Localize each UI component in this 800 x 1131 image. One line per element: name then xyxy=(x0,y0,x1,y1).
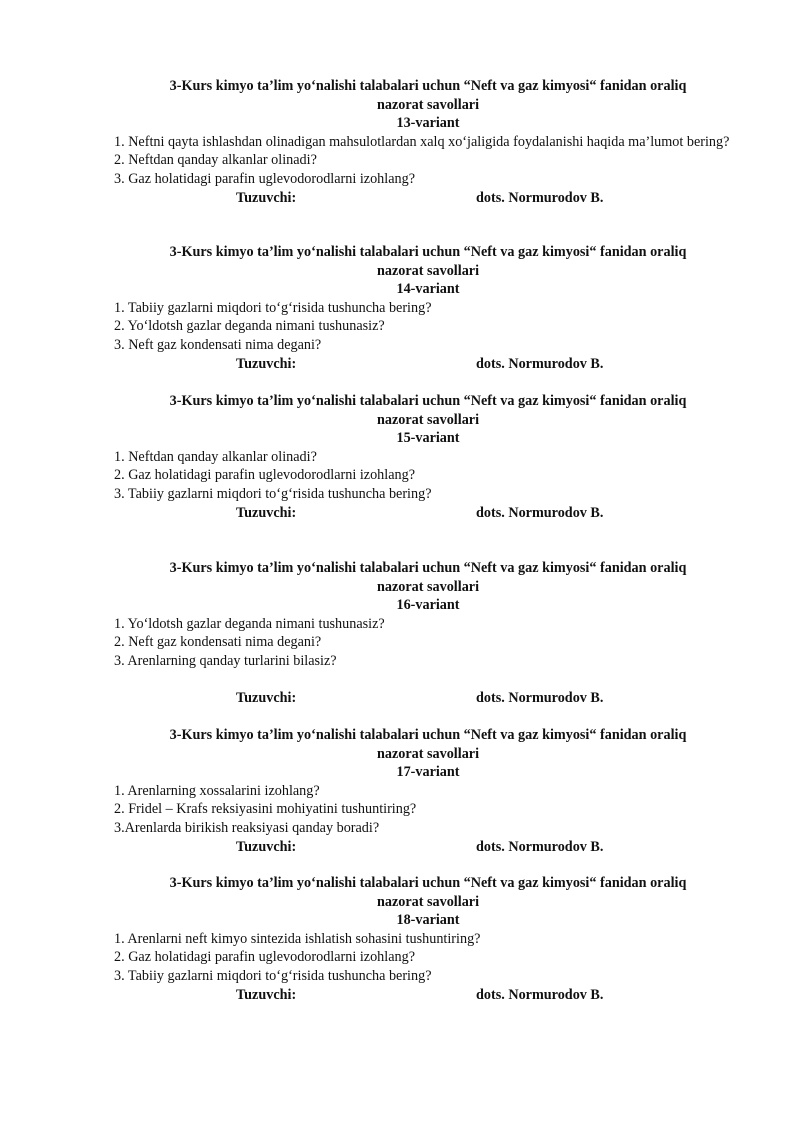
block-heading xyxy=(114,392,742,448)
heading-line-2: nazorat savollari xyxy=(376,893,480,910)
question-1: 1. Arenlarning xossalarini izohlang? xyxy=(114,782,320,799)
heading-line-2: nazorat savollari xyxy=(376,745,480,762)
question-2: 2. Gaz holatidagi parafin uglevodorodlarni izohlang? xyxy=(114,467,415,484)
heading-line-2: nazorat savollari xyxy=(376,411,480,428)
block-heading xyxy=(114,243,742,299)
question-1: 1. Tabiiy gazlarni miqdori to‘g‘risida tushuncha bering? xyxy=(114,299,432,316)
block-heading xyxy=(114,874,742,930)
variant-block-17 xyxy=(114,726,742,856)
author-name: dots. Normurodov B. xyxy=(476,838,604,855)
author-line xyxy=(114,355,742,374)
variant-label: 15-variant xyxy=(396,430,460,447)
variant-label: 18-variant xyxy=(396,912,460,929)
heading-line-1: 3-Kurs kimyo ta’lim yo‘nalishi talabalari uchun “Neft va gaz kimyosi“ fanidan oraliq xyxy=(169,560,687,576)
question-2: 2. Fridel – Krafs reksiyasini mohiyatini tushuntiring? xyxy=(114,801,417,818)
variant-label: 17-variant xyxy=(396,764,460,781)
question-3: 3. Arenlarning qanday turlarini bilasiz? xyxy=(114,652,337,669)
variant-label: 16-variant xyxy=(396,597,460,614)
author-line xyxy=(114,504,742,523)
heading-line-2: nazorat savollari xyxy=(376,96,480,113)
author-name: dots. Normurodov B. xyxy=(476,690,604,707)
author-label: Tuzuvchi: xyxy=(236,355,297,372)
question-1: 1. Neftni qayta ishlashdan olinadigan mahsulotlardan xalq xo‘jaligida foydalanishi haqida ma’lumot bering? xyxy=(114,133,730,150)
heading-line-2: nazorat savollari xyxy=(376,578,480,595)
variant-label: 14-variant xyxy=(396,281,460,298)
author-name: dots. Normurodov B. xyxy=(476,504,604,521)
variant-block-13 xyxy=(114,77,742,207)
variant-block-15 xyxy=(114,392,742,522)
heading-line-1: 3-Kurs kimyo ta’lim yo‘nalishi talabalari uchun “Neft va gaz kimyosi“ fanidan oraliq xyxy=(169,244,687,260)
author-label: Tuzuvchi: xyxy=(236,504,297,521)
block-heading xyxy=(114,559,742,615)
author-name: dots. Normurodov B. xyxy=(476,189,604,206)
author-label: Tuzuvchi: xyxy=(236,690,297,707)
question-3: 3. Gaz holatidagi parafin uglevodorodlarni izohlang? xyxy=(114,170,415,187)
block-heading xyxy=(114,726,742,782)
question-3: 3.Arenlarda birikish reaksiyasi qanday boradi? xyxy=(114,819,380,836)
author-line xyxy=(114,189,742,208)
blank-line xyxy=(114,671,742,690)
question-3: 3. Neft gaz kondensati nima degani? xyxy=(114,336,322,353)
heading-line-1: 3-Kurs kimyo ta’lim yo‘nalishi talabalari uchun “Neft va gaz kimyosi“ fanidan oraliq xyxy=(169,875,687,891)
question-3: 3. Tabiiy gazlarni miqdori to‘g‘risida tushuncha bering? xyxy=(114,485,432,502)
question-2: 2. Neftdan qanday alkanlar olinadi? xyxy=(114,152,317,169)
question-2: 2. Gaz holatidagi parafin uglevodorodlarni izohlang? xyxy=(114,949,415,966)
heading-line-1: 3-Kurs kimyo ta’lim yo‘nalishi talabalari uchun “Neft va gaz kimyosi“ fanidan oraliq xyxy=(169,727,687,743)
question-2: 2. Neft gaz kondensati nima degani? xyxy=(114,634,322,651)
heading-line-1: 3-Kurs kimyo ta’lim yo‘nalishi talabalari uchun “Neft va gaz kimyosi“ fanidan oraliq xyxy=(169,78,687,94)
heading-line-1: 3-Kurs kimyo ta’lim yo‘nalishi talabalari uchun “Neft va gaz kimyosi“ fanidan oraliq xyxy=(169,393,687,409)
question-1: 1. Yo‘ldotsh gazlar deganda nimani tushunasiz? xyxy=(114,615,385,632)
variant-block-16 xyxy=(114,559,742,708)
author-name: dots. Normurodov B. xyxy=(476,355,604,372)
question-3: 3. Tabiiy gazlarni miqdori to‘g‘risida tushuncha bering? xyxy=(114,967,432,984)
author-line xyxy=(114,689,742,708)
block-heading xyxy=(114,77,742,133)
variant-label: 13-variant xyxy=(396,115,460,132)
heading-line-2: nazorat savollari xyxy=(376,262,480,279)
author-label: Tuzuvchi: xyxy=(236,189,297,206)
author-label: Tuzuvchi: xyxy=(236,986,297,1003)
question-1: 1. Neftdan qanday alkanlar olinadi? xyxy=(114,448,317,465)
question-1: 1. Arenlarni neft kimyo sintezida ishlatish sohasini tushuntiring? xyxy=(114,930,481,947)
variant-block-18 xyxy=(114,874,742,1004)
question-2: 2. Yo‘ldotsh gazlar deganda nimani tushunasiz? xyxy=(114,318,385,335)
author-line xyxy=(114,986,742,1005)
author-label: Tuzuvchi: xyxy=(236,838,297,855)
author-line xyxy=(114,838,742,857)
author-name: dots. Normurodov B. xyxy=(476,986,604,1003)
variant-block-14 xyxy=(114,243,742,373)
